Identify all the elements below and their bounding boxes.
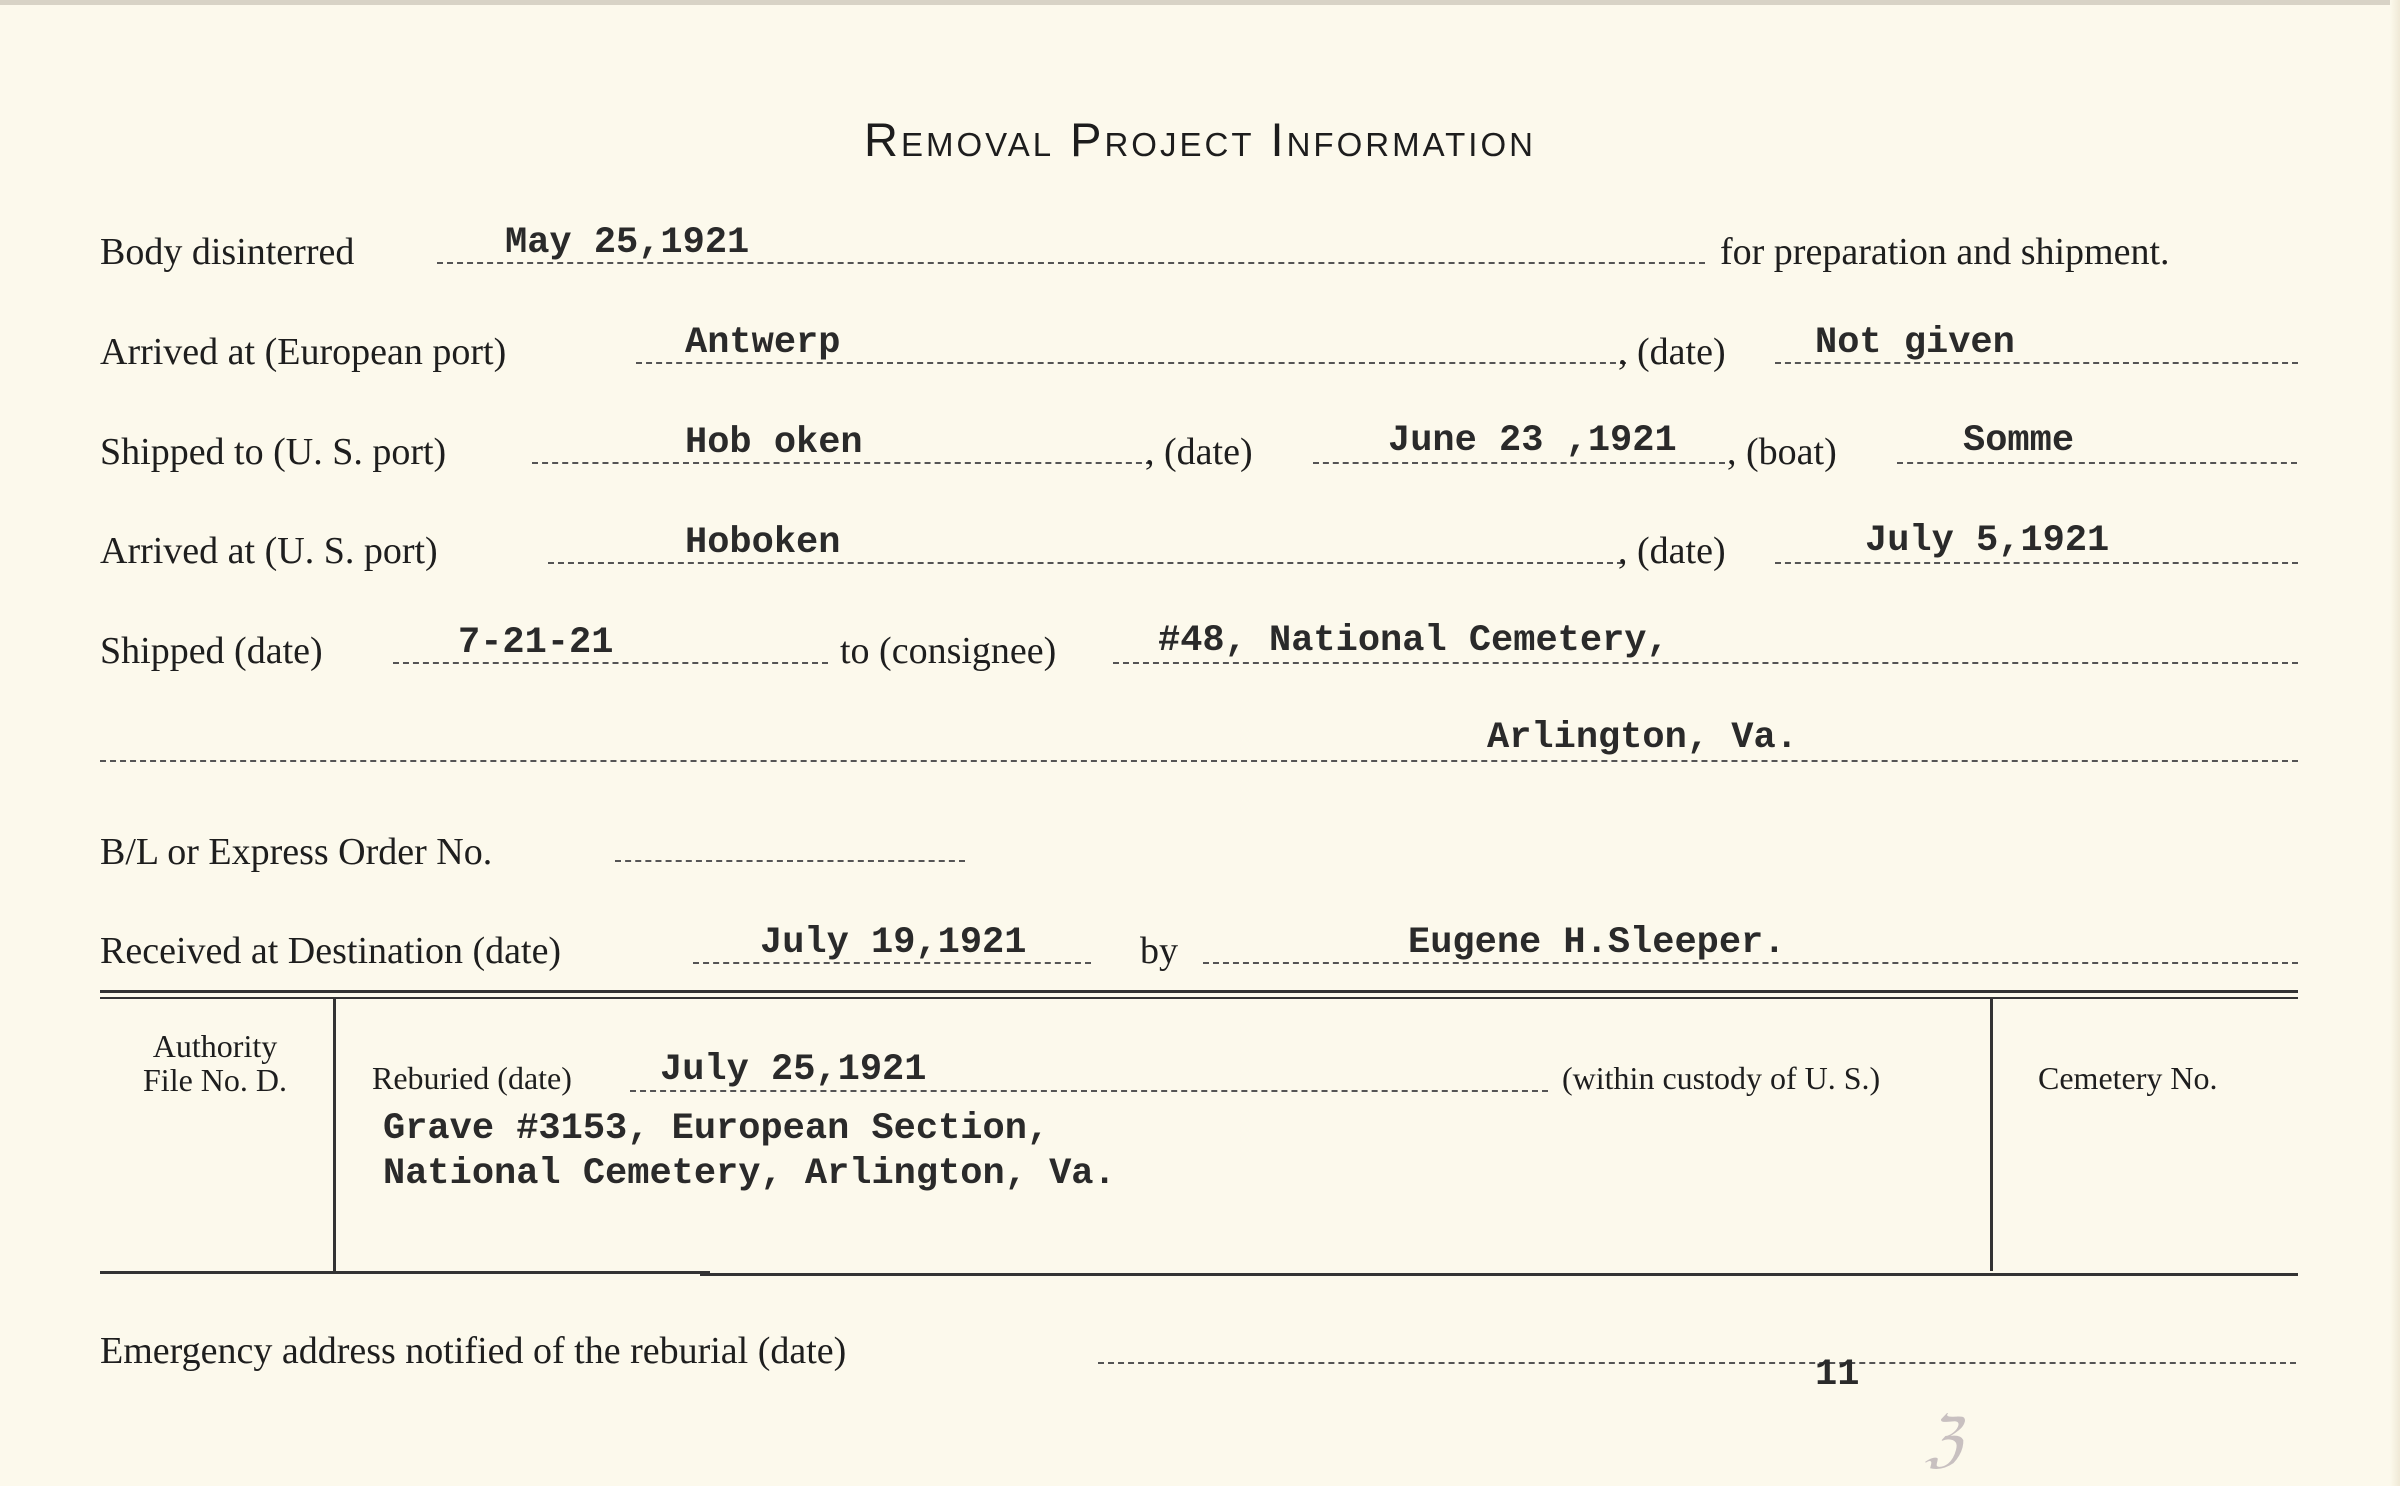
table-bottom-rule-right — [700, 1273, 2298, 1276]
consignee-line — [1113, 662, 2298, 664]
received-by-value: Eugene H.Sleeper. — [1408, 922, 1786, 964]
table-divider-right — [1990, 999, 1993, 1271]
shipped-us-value: Hob oken — [685, 422, 863, 464]
table-bottom-rule-left — [100, 1271, 710, 1274]
shipped-us-boat-label: , (boat) — [1727, 431, 1837, 473]
disinterred-value: May 25,1921 — [505, 222, 750, 264]
shipped-us-boat-value: Somme — [1963, 420, 2075, 462]
bl-label: B/L or Express Order No. — [100, 831, 493, 873]
received-label: Received at Destination (date) — [100, 930, 562, 972]
bl-line — [615, 860, 965, 862]
emergency-value: 11 — [1815, 1354, 1860, 1396]
received-by-label: by — [1140, 930, 1178, 972]
arrived-us-date-label: , (date) — [1618, 530, 1726, 572]
grave-line-2: National Cemetery, Arlington, Va. — [383, 1153, 1116, 1195]
reburied-value: July 25,1921 — [660, 1049, 927, 1091]
emergency-label: Emergency address notified of the reburial (date) — [100, 1330, 847, 1372]
pencil-mark: ℨ — [1925, 1407, 1962, 1473]
card-top-edge — [0, 0, 2400, 5]
shipped-us-date-label: , (date) — [1145, 431, 1253, 473]
arrived-us-date-line — [1775, 562, 2298, 564]
grave-line-1: Grave #3153, European Section, — [383, 1108, 1050, 1150]
card-title: Removal Project Information — [864, 113, 1536, 166]
consignee-line-2 — [100, 760, 2298, 762]
card-right-shade — [2390, 0, 2400, 1486]
shipped-us-date-value: June 23 ,1921 — [1388, 420, 1677, 462]
consignee-value: #48, National Cemetery, — [1158, 620, 1669, 662]
shipped-value: 7-21-21 — [458, 622, 614, 664]
arrived-eu-date-value: Not given — [1815, 322, 2015, 364]
arrived-eu-date-label: , (date) — [1618, 331, 1726, 373]
shipped-us-date-line — [1313, 462, 1725, 464]
received-value: July 19,1921 — [760, 922, 1027, 964]
shipped-us-boat-line — [1897, 462, 2297, 464]
shipped-label: Shipped (date) — [100, 630, 323, 672]
disinterred-suffix: for preparation and shipment. — [1720, 231, 2170, 273]
shipped-us-label: Shipped to (U. S. port) — [100, 431, 447, 473]
cemetery-no-label: Cemetery No. — [2038, 1060, 2218, 1096]
arrived-us-date-value: July 5,1921 — [1865, 520, 2110, 562]
arrived-us-label: Arrived at (U. S. port) — [100, 530, 438, 572]
arrived-eu-label: Arrived at (European port) — [100, 331, 507, 373]
table-top-rule-1 — [100, 990, 2298, 993]
table-divider-left — [333, 999, 336, 1271]
custody-label: (within custody of U. S.) — [1562, 1060, 1881, 1096]
authority-label — [115, 1030, 315, 1097]
consignee-value-2: Arlington, Va. — [1487, 717, 1798, 759]
reburied-label: Reburied (date) — [372, 1060, 572, 1096]
disinterred-label: Body disinterred — [100, 231, 355, 273]
arrived-us-value: Hoboken — [685, 522, 841, 564]
arrived-eu-value: Antwerp — [685, 322, 841, 364]
emergency-line — [1098, 1362, 2296, 1364]
authority-line-2: File No. D. — [143, 1061, 287, 1098]
consignee-label: to (consignee) — [840, 630, 1057, 672]
authority-line-1: Authority — [152, 1028, 278, 1064]
table-top-rule-2 — [100, 997, 2298, 999]
